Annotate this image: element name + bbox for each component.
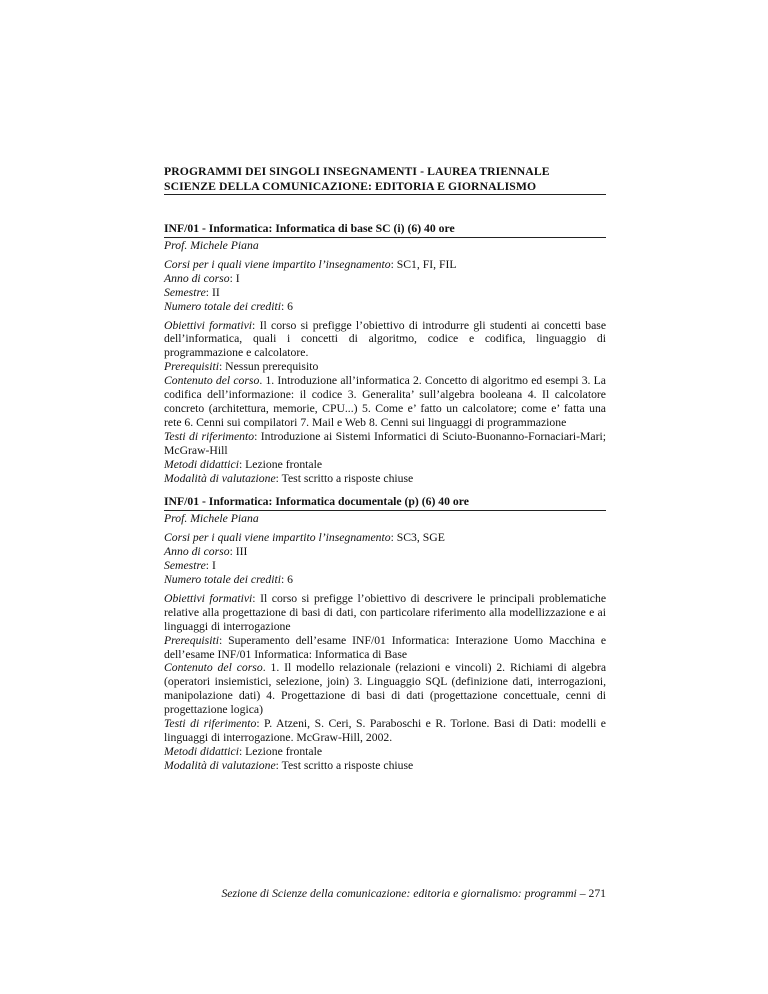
detail-separator: . [262,661,271,675]
course-info [164,258,606,314]
page-header [164,164,606,195]
detail-value: Introduzione ai Sistemi Informatici di Sciuto-Buonanno-Fornaciari-Mari; McGraw-Hill [164,429,607,457]
course-title: INF/01 - Informatica: Informatica documentale (p) (6) 40 ore [164,494,606,511]
info-value: III [235,545,248,559]
info-label: Anno di corso [164,271,230,285]
detail-paragraph [164,472,606,486]
info-label: Corsi per i quali viene impartito l’insegnamento [164,531,391,545]
info-value: 6 [287,299,293,313]
detail-separator: : [275,758,282,772]
info-label: Anno di corso [164,545,230,559]
detail-paragraph [164,661,606,717]
detail-value: Il corso si prefigge l’obiettivo di descrivere le principali problematiche relative alla progettazione di basi di dati, con particolare riferimento alla modellizzazione e ai linguaggi di interrogazione [164,591,607,633]
info-label: Numero totale dei crediti [164,299,281,313]
detail-label: Obiettivi formativi [164,591,253,605]
footer-dash: – [576,887,589,900]
detail-separator: : [218,360,226,374]
detail-paragraph [164,430,606,458]
course-professor: Prof. Michele Piana [164,239,259,252]
detail-value: Lezione frontale [245,744,323,758]
detail-label: Prerequisiti [164,633,219,647]
detail-value: Nessun prerequisito [225,360,319,374]
info-row: Numero totale dei crediti: 6 [164,573,293,587]
info-row: Anno di corso: I [164,271,240,285]
detail-separator: : [238,457,246,471]
info-row: Semestre: II [164,285,220,299]
detail-value: Il corso si prefigge l’obiettivo di introdurre gli studenti ai concetti base dell’informatica, quali i concetti di algoritmo, codice e codifica, linguaggio di programmazione e calcolatore. [164,318,607,360]
detail-paragraph [164,458,606,472]
info-row: Anno di corso: III [164,545,248,559]
detail-separator: : [256,717,265,731]
detail-separator: : [252,591,261,605]
course-section [164,221,606,485]
detail-value: P. Atzeni, S. Ceri, S. Paraboschi e R. Torlone. Basi di Dati: modelli e linguaggi di interrogazione. McGraw-Hill, 2002. [164,717,606,744]
info-label: Semestre [164,559,206,573]
page-footer [164,887,606,900]
detail-label: Modalità di valutazione [164,471,276,485]
info-value: I [211,559,216,573]
course-section [164,494,606,772]
detail-label: Obiettivi formativi [164,318,253,332]
detail-value: Test scritto a risposte chiuse [281,471,414,485]
header-line-2: SCIENZE DELLA COMUNICAZIONE: EDITORIA E GIORNALISMO [164,179,606,195]
info-row: Numero totale dei crediti: 6 [164,299,293,313]
info-row: Semestre: I [164,559,216,573]
detail-label: Testi di riferimento [164,717,257,731]
detail-label: Contenuto del corso [164,661,263,675]
detail-paragraph [164,759,606,773]
detail-label: Contenuto del corso [164,374,260,388]
info-label: Corsi per i quali viene impartito l’insegnamento [164,257,391,271]
detail-separator: : [275,471,282,485]
detail-separator: : [252,318,260,332]
footer-section: Sezione di Scienze della comunicazione: editoria e giornalismo: programmi [221,887,577,900]
info-label: Semestre [164,285,206,299]
header-line-1: PROGRAMMI DEI SINGOLI INSEGNAMENTI - LAUREA TRIENNALE [164,165,550,178]
detail-paragraph [164,745,606,759]
course-list [164,221,606,773]
info-label: Numero totale dei crediti [164,573,281,587]
detail-value: Lezione frontale [245,457,323,471]
course-title: INF/01 - Informatica: Informatica di base SC (i) (6) 40 ore [164,221,606,238]
detail-label: Testi di riferimento [164,429,255,443]
info-row: Corsi per i quali viene impartito l’insegnamento: SC1, FI, FIL [164,257,457,271]
detail-value: 1. Il modello relazionale (relazioni e vincoli) 2. Richiami di algebra (operatori insiemistici, selezione, join) 3. Linguaggio SQL (definizione dati, interrogazioni, manipolazione dati) 4. Progettazione di basi di dati (progettazione concettuale, cenni di progettazione logica) [164,661,607,717]
detail-separator: . [259,374,266,388]
course-details [164,592,606,773]
detail-paragraph [164,717,606,745]
detail-value: Superamento dell’esame INF/01 Informatica: Interazione Uomo Macchina e dell’esame INF/01 Informatica: Informatica di Base [164,633,607,661]
detail-label: Metodi didattici [164,457,239,471]
detail-separator: : [238,744,246,758]
detail-label: Prerequisiti [164,360,219,374]
detail-label: Modalità di valutazione [164,758,276,772]
page-body [164,164,606,782]
detail-paragraph [164,634,606,662]
info-value: SC1, FI, FIL [396,257,457,271]
detail-separator: : [218,633,229,647]
course-details [164,319,606,486]
detail-value: Test scritto a risposte chiuse [281,758,414,772]
detail-paragraph [164,374,606,430]
info-value: SC3, SGE [396,531,445,545]
detail-separator: : [254,429,261,443]
detail-value: 1. Introduzione all’informatica 2. Concetto di algoritmo ed esempi 3. La codifica dell’informazione: il codice 3. Generalita’ sull’algebra booleana 4. Il calcolatore concreto (architettura, memorie, CPU...) 5. Come e’ fatto un calcolatore; come e’ fatta una rete 6. Cenni sui compilatori 7. Mail e Web 8. Cenni sui linguaggi di programmazione [164,374,606,429]
info-value: I [235,271,240,285]
detail-paragraph [164,319,606,361]
course-professor: Prof. Michele Piana [164,512,259,526]
info-value: II [211,285,220,299]
detail-paragraph [164,360,606,374]
detail-label: Metodi didattici [164,744,239,758]
detail-paragraph [164,592,606,634]
course-info [164,531,606,587]
page-number: 271 [588,887,606,900]
info-value: 6 [287,573,293,587]
info-row: Corsi per i quali viene impartito l’insegnamento: SC3, SGE [164,531,445,545]
